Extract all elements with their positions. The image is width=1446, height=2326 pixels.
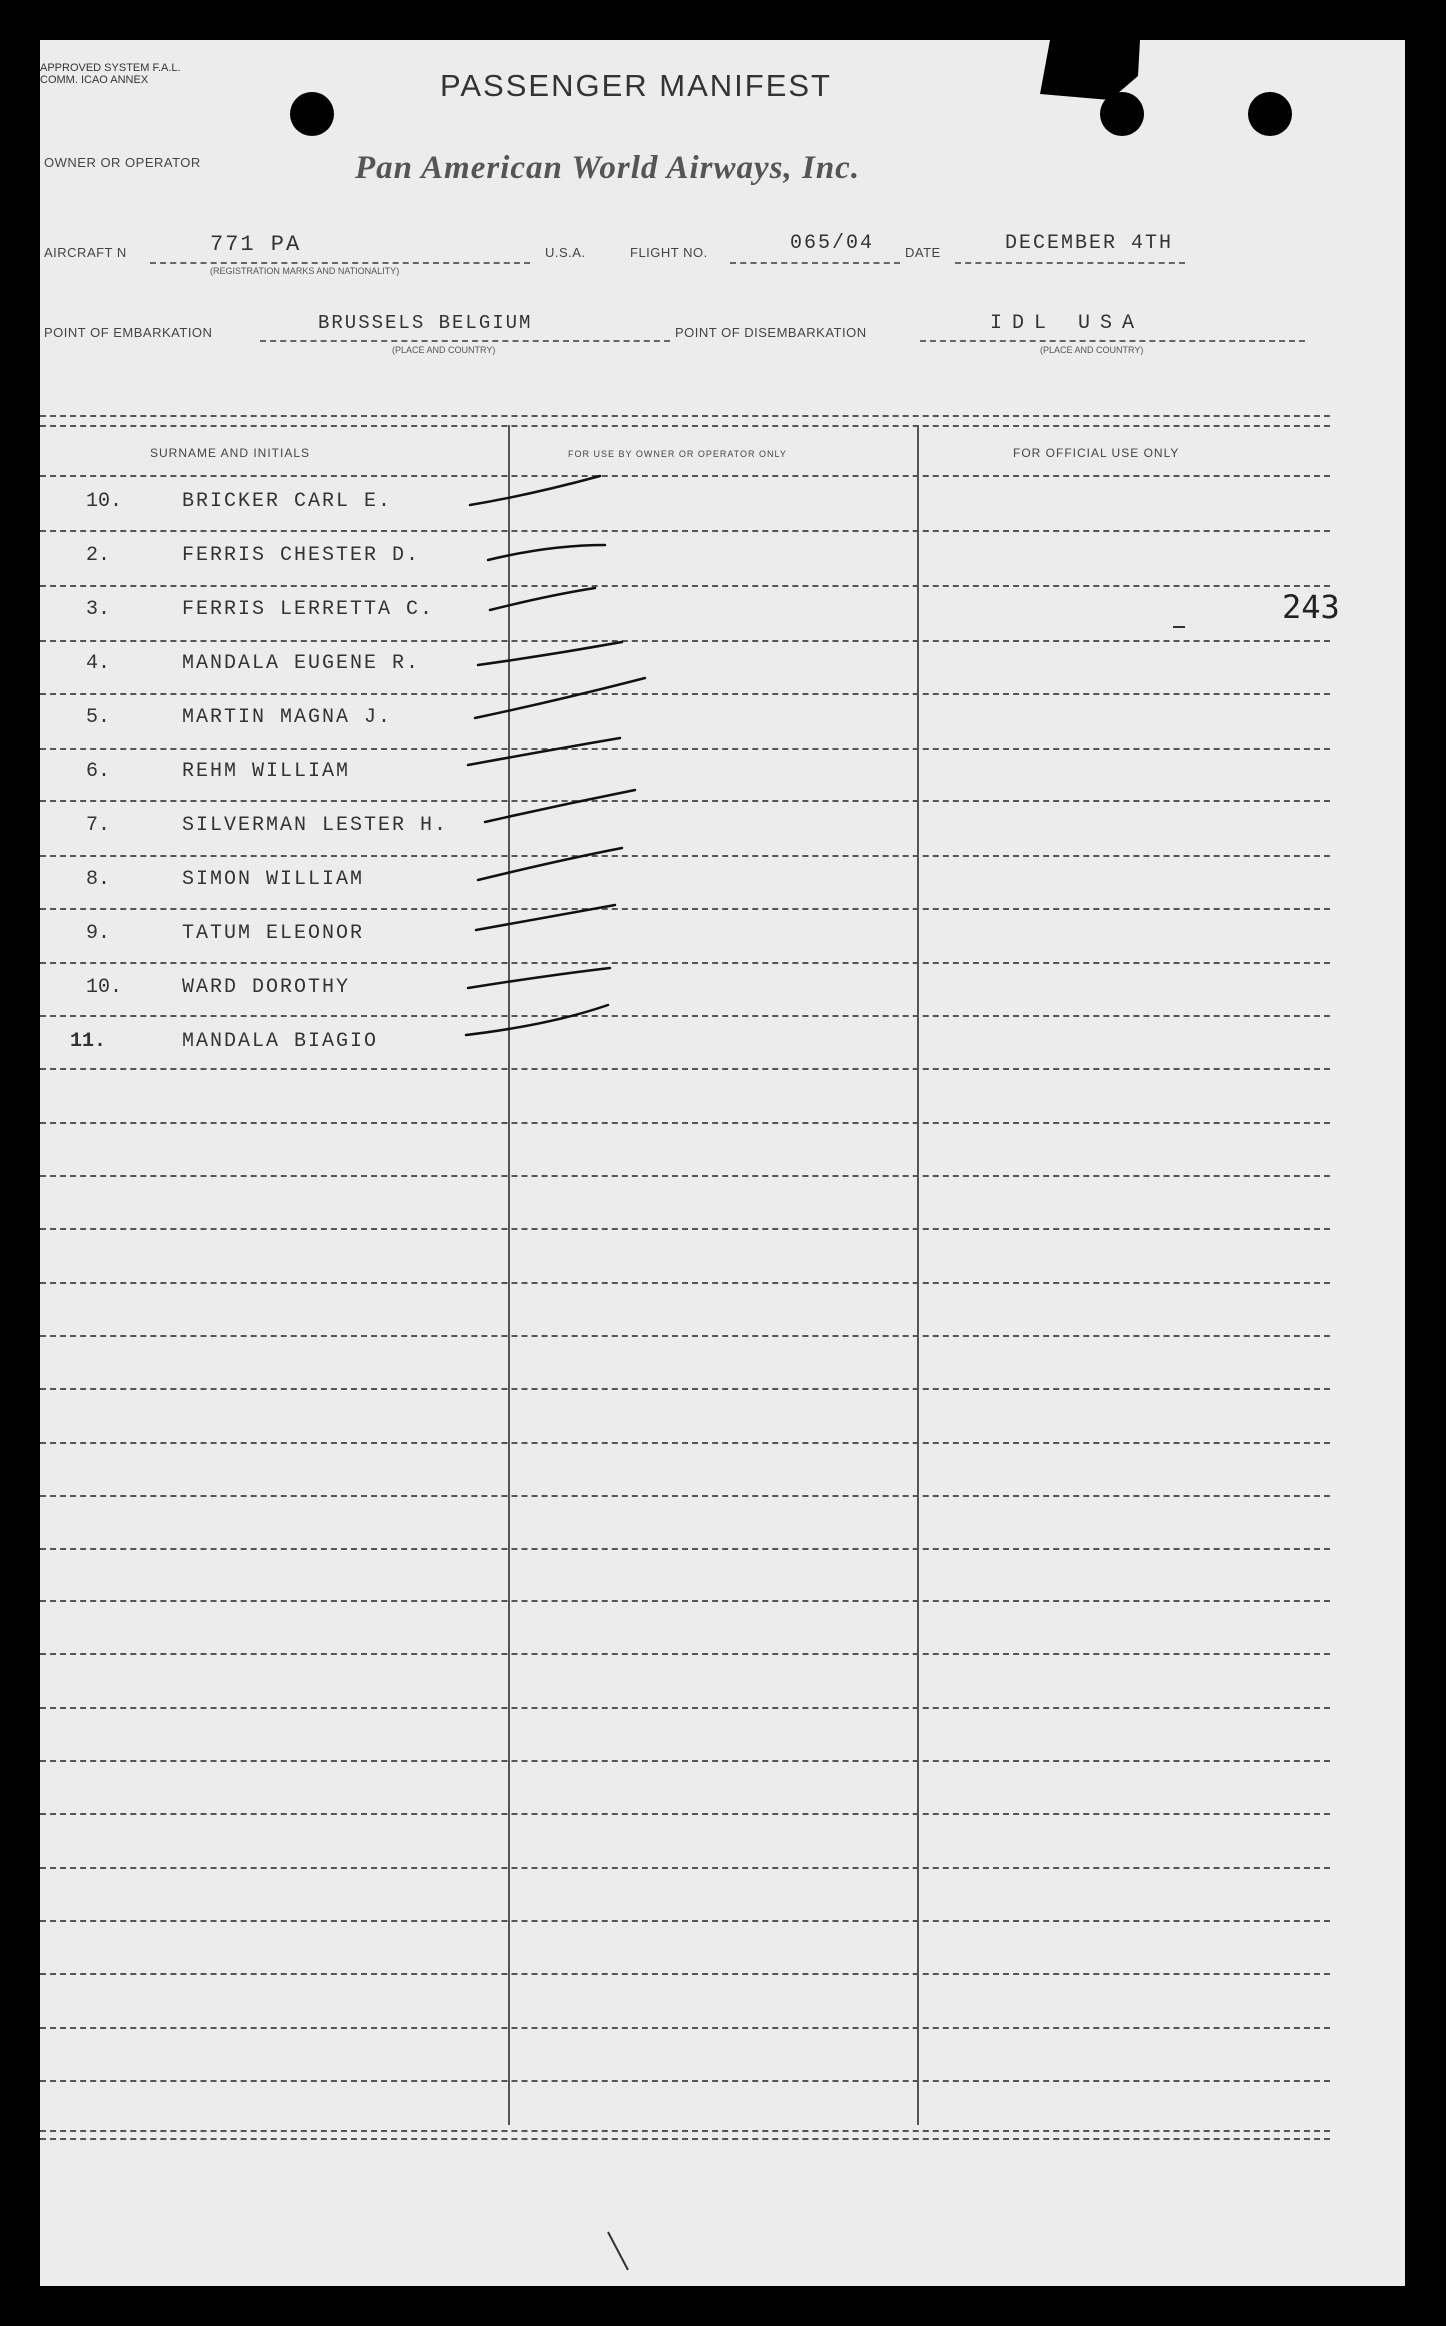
passenger-number: 3. <box>86 598 111 621</box>
passenger-name: WARD DOROTHY <box>182 976 351 999</box>
embarkation-label: POINT OF EMBARKATION <box>44 325 213 340</box>
passenger-name: MANDALA EUGENE R. <box>182 652 421 675</box>
usa-label: U.S.A. <box>545 245 586 260</box>
passenger-number: 2. <box>86 544 111 567</box>
embarkation-sub: (PLACE AND COUNTRY) <box>392 345 496 355</box>
embarkation-value: BRUSSELS BELGIUM <box>318 312 533 334</box>
page-title: PASSENGER MANIFEST <box>440 68 832 103</box>
passenger-number: 6. <box>86 760 111 783</box>
passenger-name: FERRIS CHESTER D. <box>182 544 421 567</box>
passenger-number: 11. <box>70 1030 107 1053</box>
passenger-name: MANDALA BIAGIO <box>182 1030 379 1053</box>
passenger-number: 8. <box>86 868 111 891</box>
stamp-number: 243 <box>1282 588 1340 626</box>
flight-label: FLIGHT NO. <box>630 245 708 260</box>
disembarkation-label: POINT OF DISEMBARKATION <box>675 325 867 340</box>
disembarkation-sub: (PLACE AND COUNTRY) <box>1040 345 1144 355</box>
aircraft-label: AIRCRAFT N <box>44 245 127 260</box>
passenger-number: 7. <box>86 814 111 837</box>
passenger-name: FERRIS LERRETTA C. <box>182 598 435 621</box>
column-header-owner-use: FOR USE BY OWNER OR OPERATOR ONLY <box>568 449 787 459</box>
date-value: DECEMBER 4TH <box>1005 232 1174 255</box>
disembarkation-value: IDL USA <box>990 312 1145 335</box>
passenger-name: TATUM ELEONOR <box>182 922 365 945</box>
passenger-number: 10. <box>86 490 123 513</box>
passenger-name: SIMON WILLIAM <box>182 868 365 891</box>
owner-label: OWNER OR OPERATOR <box>44 155 201 170</box>
passenger-number: 5. <box>86 706 111 729</box>
column-header-surname: SURNAME AND INITIALS <box>150 446 311 460</box>
passenger-name: BRICKER CARL E. <box>182 490 393 513</box>
passenger-name: MARTIN MAGNA J. <box>182 706 393 729</box>
approval-text: APPROVED SYSTEM F.A.L. COMM. ICAO ANNEX <box>40 62 181 86</box>
passenger-name: SILVERMAN LESTER H. <box>182 814 449 837</box>
passenger-name: REHM WILLIAM <box>182 760 351 783</box>
date-label: DATE <box>905 245 941 260</box>
column-header-official-use: FOR OFFICIAL USE ONLY <box>1013 446 1180 460</box>
passenger-number: 9. <box>86 922 111 945</box>
flight-value: 065/04 <box>790 232 875 255</box>
passenger-number: 4. <box>86 652 111 675</box>
aircraft-sub: (REGISTRATION MARKS AND NATIONALITY) <box>210 266 400 276</box>
aircraft-value: 771 PA <box>210 232 302 257</box>
passenger-number: 10. <box>86 976 123 999</box>
company-name: Pan American World Airways, Inc. <box>355 150 861 186</box>
